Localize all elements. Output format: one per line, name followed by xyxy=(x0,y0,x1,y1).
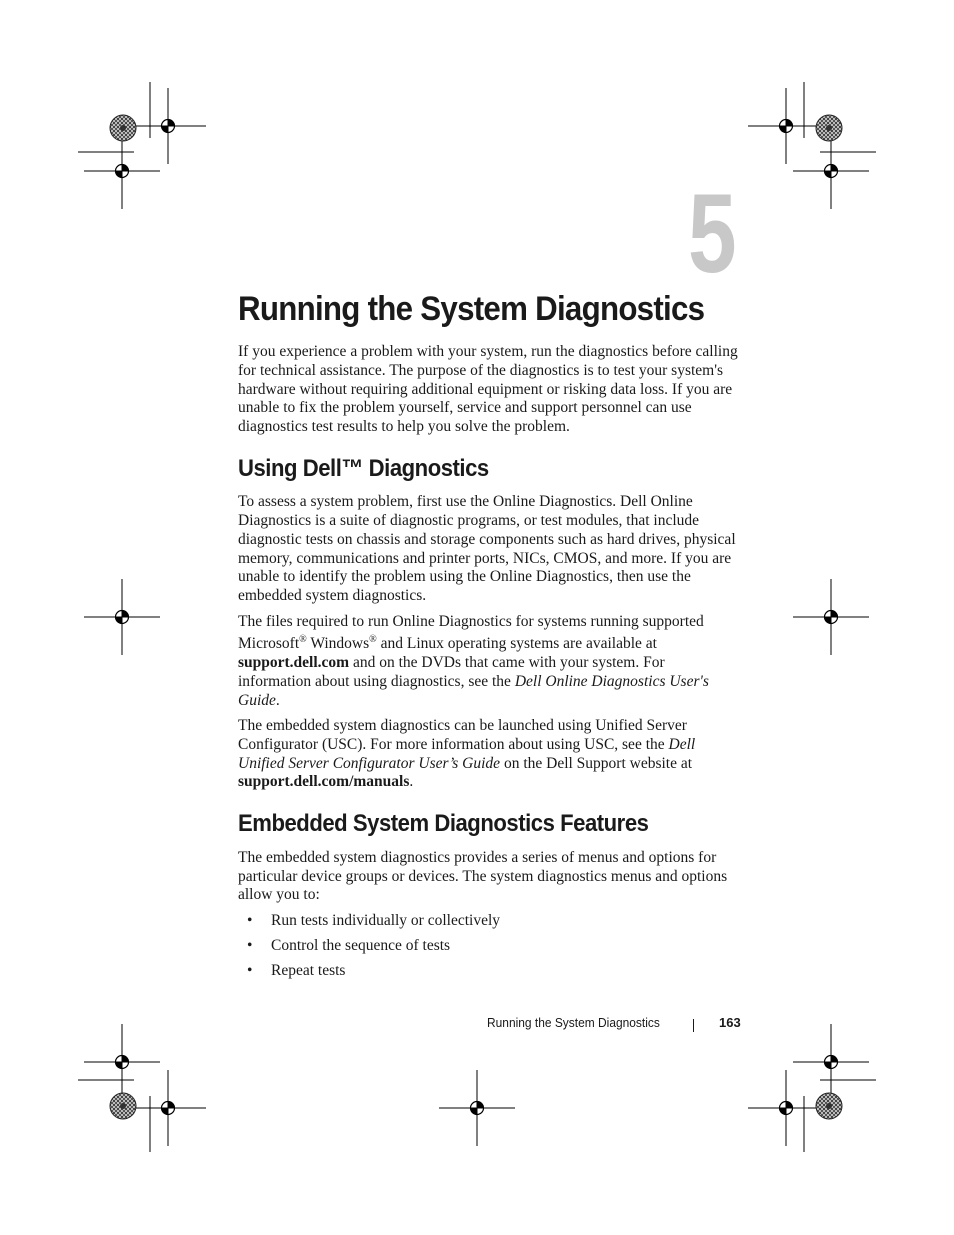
text-run: and Linux operating systems are available at xyxy=(376,635,657,653)
list-item-text: Run tests individually or collectively xyxy=(271,912,501,930)
text-run: The embedded system diagnostics can be launched using Unified Server Configurator (USC). For more information about using USC, see the xyxy=(238,717,687,753)
diagnostics-files-paragraph xyxy=(238,613,738,711)
support-link[interactable]: support.dell.com xyxy=(238,654,350,672)
chapter-intro-paragraph: If you experience a problem with your system, run the diagnostics before calling for technical assistance. The purpose of the diagnostics is to test your system's hardware without requiring additional equipment or risking data loss. If you are unable to fix the problem yourself, service and support personnel can use diagnostics test results to help you solve the problem. xyxy=(238,343,738,435)
list-item-text: Control the sequence of tests xyxy=(271,937,451,955)
text-run: Windows xyxy=(306,635,370,653)
registration-mark-top-right-outer xyxy=(748,88,824,164)
list-item xyxy=(238,962,738,981)
star-target-top-left xyxy=(110,115,136,141)
features-intro-paragraph: The embedded system diagnostics provides a series of menus and options for particular device groups or devices. The system diagnostics menus and options allow you to: xyxy=(238,848,728,904)
registration-mark-top-right-inner xyxy=(793,133,869,209)
registration-mark-middle-right xyxy=(793,579,869,655)
footer-running-title: Running the System Diagnostics xyxy=(487,1015,660,1030)
support-manuals-link[interactable]: support.dell.com/manuals xyxy=(238,773,410,791)
chapter-number: 5 xyxy=(688,171,736,296)
page-number: 163 xyxy=(719,1015,741,1030)
chapter-title: Running the System Diagnostics xyxy=(238,290,705,328)
section-heading-embedded-features: Embedded System Diagnostics Features xyxy=(238,810,649,838)
guide-title-usc: Dell Unified Server Configurator User’s Guide xyxy=(238,736,696,772)
features-list xyxy=(238,912,738,981)
registration-mark-bottom-left-outer xyxy=(130,1070,206,1146)
registration-mark-bottom-center xyxy=(439,1070,515,1146)
text-run: and on the DVDs that came with your system. For information about using diagnostics, see the xyxy=(238,654,665,690)
text-run: on the Dell Support website at xyxy=(500,754,693,772)
bullet: • xyxy=(247,962,253,980)
registration-mark-top-left-outer xyxy=(130,88,206,164)
registration-mark-bottom-left-inner xyxy=(84,1024,160,1100)
usc-paragraph xyxy=(238,717,738,792)
guide-title-online-diagnostics: Dell Online Diagnostics User's Guide xyxy=(238,672,709,709)
online-diagnostics-paragraph: To assess a system problem, first use the Online Diagnostics. Dell Online Diagnostics is a suite of diagnostic programs, or test modules, that include diagnostic tests on chassis and storage components such as hard drives, physical memory, communications and printer ports, NICs, CMOS, and more. If you are unable to identify the problem using the Online Diagnostics, then use the embedded system diagnostics. xyxy=(238,493,736,604)
list-item xyxy=(238,937,738,956)
star-target-top-right xyxy=(816,115,842,141)
section-heading-using-dell-diagnostics: Using Dell™ Diagnostics xyxy=(238,454,489,482)
registered-mark: ® xyxy=(299,634,307,646)
registered-mark: ® xyxy=(369,634,377,646)
star-target-bottom-left xyxy=(110,1093,136,1119)
footer-separator xyxy=(693,1019,694,1032)
registration-mark-bottom-right-inner xyxy=(793,1024,869,1100)
text-run: . xyxy=(275,691,280,709)
registration-mark-top-left-inner xyxy=(84,133,160,209)
page-content xyxy=(238,290,738,987)
registration-mark-middle-left xyxy=(84,579,160,655)
text-run: . xyxy=(409,773,414,791)
star-target-bottom-right xyxy=(816,1093,842,1119)
bullet: • xyxy=(247,937,253,955)
text-run: The files required to run Online Diagnostics for systems running supported Microsoft xyxy=(238,612,704,653)
registration-mark-bottom-right-outer xyxy=(748,1070,824,1146)
bullet: • xyxy=(247,912,253,930)
list-item xyxy=(238,912,738,931)
list-item-text: Repeat tests xyxy=(271,962,346,980)
page-footer xyxy=(487,1015,742,1035)
